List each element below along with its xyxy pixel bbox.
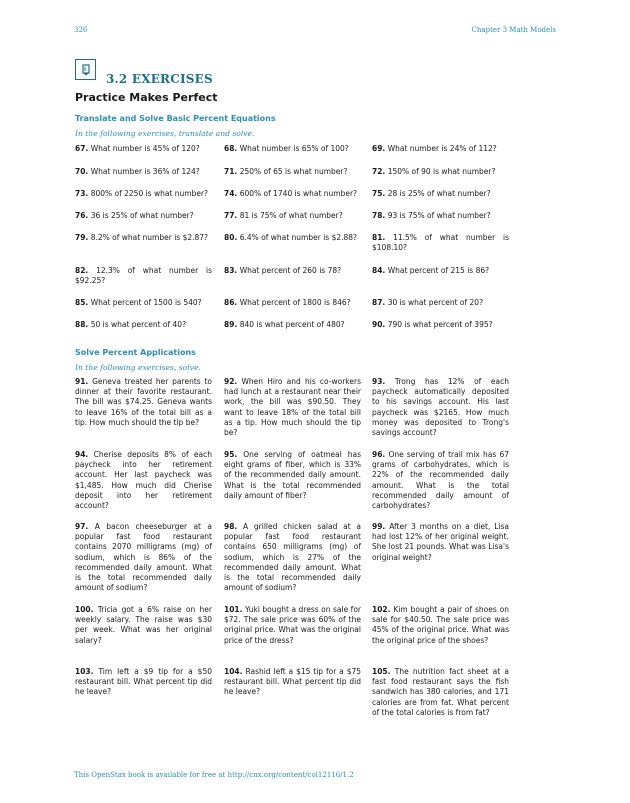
exercise-71: 71. 250% of 65 is what number? (224, 167, 348, 176)
exercise-98: 98. A grilled chicken salad at a popular fast food restaurant contains 650 milligrams (mg) of sodium, which is 27% of the recommended daily amount. What is the total recommended daily amount of sodium? (224, 522, 361, 593)
exercise-78: 78. 93 is 75% of what number? (372, 211, 491, 220)
exercise-84: 84. What percent of 215 is 86? (372, 266, 490, 275)
exercise-80: 80. 6.4% of what number is $2.88? (224, 233, 358, 242)
pencil-icon (75, 59, 96, 80)
exercise-68: 68. What number is 65% of 100? (224, 144, 349, 153)
exercise-92: 92. When Hiro and his co-workers had lunch at a restaurant near their work, the bill was $90.50. They want to leave 18% of the total bill as a tip. How much should the tip be? (224, 377, 361, 438)
chapter-title: Chapter 3 Math Models (471, 26, 556, 34)
subsection-heading: Solve Percent Applications (75, 348, 196, 357)
exercise-89: 89. 840 is what percent of 480? (224, 320, 345, 329)
exercise-87: 87. 30 is what percent of 20? (372, 298, 484, 307)
subsection-instruction: In the following exercises, solve. (75, 363, 201, 372)
exercise-94: 94. Cherise deposits 8% of each paycheck into her retirement account. Her last paycheck was $1,485. How much did Cherise deposit into her retirement account? (75, 450, 212, 511)
exercise-81: 81. 11.5% of what number is $108.10? (372, 233, 509, 253)
exercise-77: 77. 81 is 75% of what number? (224, 211, 343, 220)
exercise-79: 79. 8.2% of what number is $2.87? (75, 233, 209, 242)
exercise-100: 100. Tricia got a 6% raise on her weekly salary. The raise was $30 per week. What was her original salary? (75, 605, 212, 645)
exercise-90: 90. 790 is what percent of 395? (372, 320, 493, 329)
exercise-93: 93. Trong has 12% of each paycheck automatically deposited to his savings account. His last paycheck was $2165. How much money was deposited to Trong's savings account? (372, 377, 509, 438)
exercise-95: 95. One serving of oatmeal has eight grams of fiber, which is 33% of the recommended daily amount. What is the total recommended daily amount of fiber? (224, 450, 361, 500)
exercise-82: 82. 12.3% of what number is $92.25? (75, 266, 212, 286)
page-number: 326 (74, 26, 88, 34)
subsection-instruction: In the following exercises, translate and solve. (75, 129, 255, 138)
exercise-104: 104. Rashid left a $15 tip for a $75 restaurant bill. What percent tip did he leave? (224, 667, 362, 697)
exercise-103: 103. Tim left a $9 tip for a $50 restaurant bill. What percent tip did he leave? (75, 667, 212, 697)
section-subtitle: Practice Makes Perfect (75, 91, 218, 104)
exercise-76: 76. 36 is 25% of what number? (75, 211, 194, 220)
running-head (74, 26, 556, 34)
exercise-69: 69. What number is 24% of 112? (372, 144, 497, 153)
exercise-85: 85. What percent of 1500 is 540? (75, 298, 202, 307)
exercise-70: 70. What number is 36% of 124? (75, 167, 200, 176)
exercise-91: 91. Geneva treated her parents to dinner at their favorite restaurant. The bill was $74.25. Geneva wants to leave 16% of the total bill as a tip. How much should the tip be? (75, 377, 212, 427)
exercise-83: 83. What percent of 260 is 78? (224, 266, 342, 275)
exercise-105: 105. The nutrition fact sheet at a fast food restaurant says the fish sandwich has 380 calories, and 171 calories are from fat. What percent of the total calories is from fat? (372, 667, 509, 717)
exercise-97: 97. A bacon cheeseburger at a popular fast food restaurant contains 2070 milligrams (mg) of sodium, which is 86% of the recommended daily amount. What is the total recommended daily amount of sodium? (75, 522, 212, 593)
exercise-86: 86. What percent of 1800 is 846? (224, 298, 351, 307)
exercise-72: 72. 150% of 90 is what number? (372, 167, 496, 176)
exercise-74: 74. 600% of 1740 is what number? (224, 189, 358, 198)
exercise-88: 88. 50 is what percent of 40? (75, 320, 187, 329)
exercise-102: 102. Kim bought a pair of shoes on sale for $40.50. The sale price was 45% of the original price. What was the original price of the shoes? (372, 605, 509, 645)
exercise-96: 96. One serving of trail mix has 67 grams of carbohydrates, which is 22% of the recommended daily amount. What is the total recommended daily amount of carbohydrates? (372, 450, 509, 511)
exercise-99: 99. After 3 months on a diet, Lisa had lost 12% of her original weight. She lost 21 pounds. What was Lisa's original weight? (372, 522, 509, 562)
section-title: 3.2 EXERCISES (106, 72, 213, 86)
exercise-75: 75. 28 is 25% of what number? (372, 189, 491, 198)
footer-note: This OpenStax book is available for free at http://cnx.org/content/col12116/1.2 (74, 771, 354, 779)
exercise-67: 67. What number is 45% of 120? (75, 144, 200, 153)
exercise-73: 73. 800% of 2250 is what number? (75, 189, 209, 198)
subsection-heading: Translate and Solve Basic Percent Equations (75, 114, 276, 123)
exercise-101: 101. Yuki bought a dress on sale for $72. The sale price was 60% of the original price. What was the original price of the dress? (224, 605, 361, 645)
